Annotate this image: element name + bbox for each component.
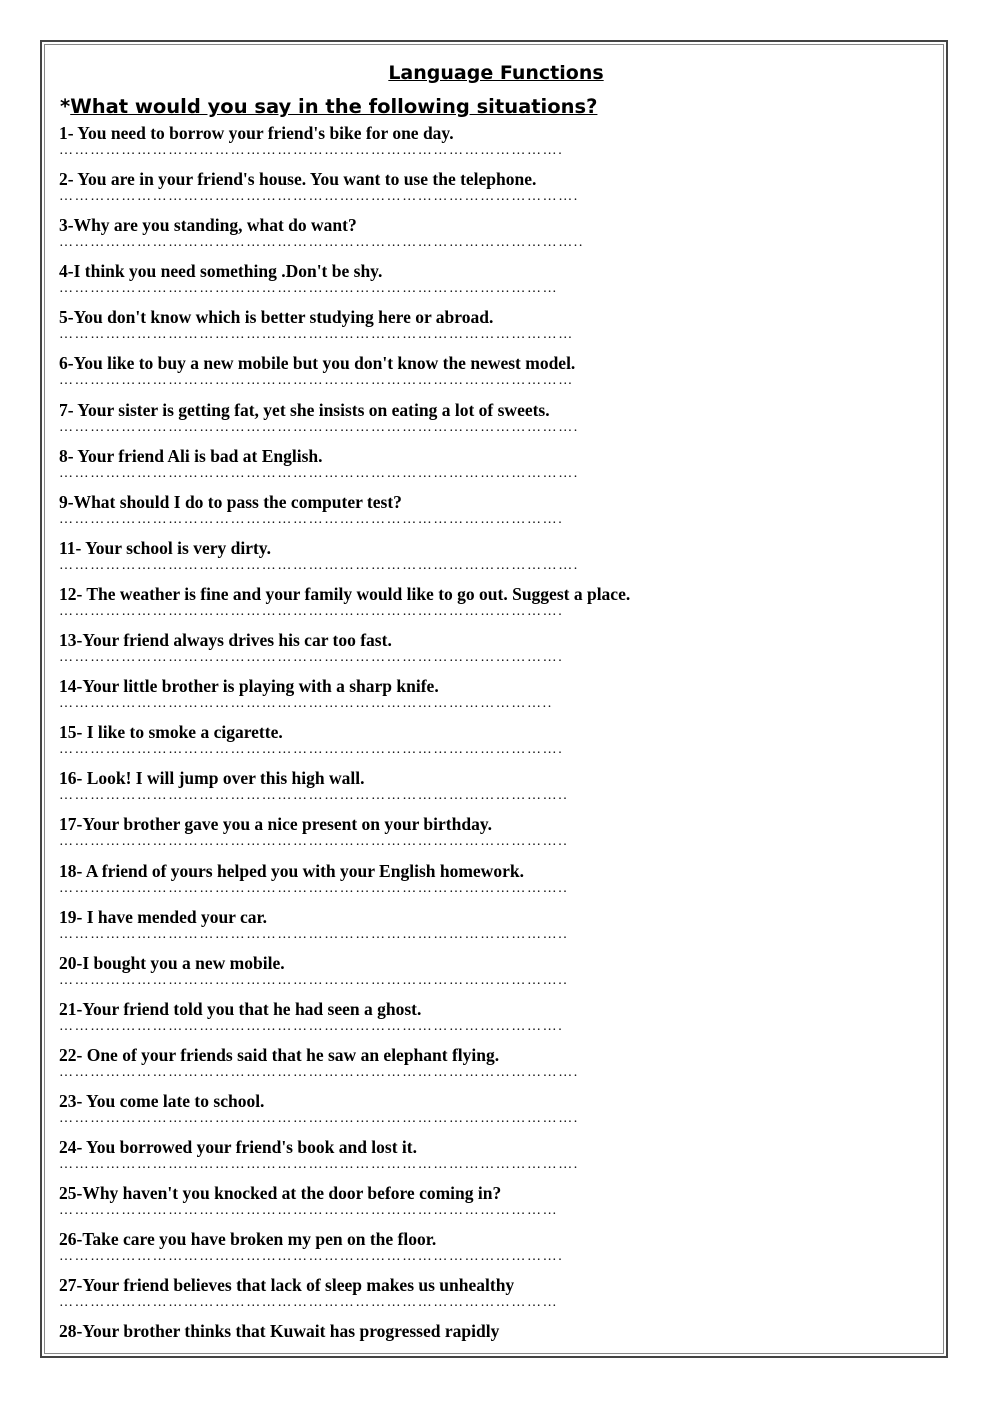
question-text: 19- I have mended your car. [59, 906, 268, 927]
answer-line[interactable]: …………………………………………………………………………………….. [59, 789, 569, 804]
question-item [59, 445, 939, 491]
question-text: 23- You come late to school. [59, 1090, 265, 1111]
question-item [59, 491, 939, 537]
question-text: 6-You like to buy a new mobile but you don't know the newest model. [59, 353, 576, 374]
answer-line[interactable]: ………………………………………………………………………………………. [59, 420, 579, 435]
answer-line[interactable]: ……………………………………………………………………………………. [59, 1019, 564, 1034]
question-item [59, 583, 939, 629]
question-item [59, 168, 939, 214]
question-item [59, 998, 939, 1044]
question-text: 25-Why haven't you knocked at the door before coming in? [59, 1183, 502, 1204]
instruction [60, 95, 597, 118]
question-item [59, 675, 939, 721]
answer-line[interactable]: ……………………………………………………………………………………… [59, 328, 574, 343]
page-title: Language Functions [388, 62, 604, 84]
answer-line[interactable]: …………………………………………………………………………………… [59, 1204, 559, 1219]
question-item [59, 952, 939, 998]
question-item [59, 214, 939, 260]
answer-line[interactable]: …………………………………………………………………………………….. [59, 973, 569, 988]
question-item [59, 260, 939, 306]
answer-line[interactable]: …………………………………………………………………………………… [59, 282, 559, 297]
question-text: 7- Your sister is getting fat, yet she insists on eating a lot of sweets. [59, 399, 550, 420]
question-item [59, 1090, 939, 1136]
answer-line[interactable]: ………………………………………………………………………………………. [59, 190, 579, 205]
question-item [59, 537, 939, 583]
answer-line[interactable]: …………………………………………………………………………………….. [59, 927, 569, 942]
question-item [59, 629, 939, 675]
question-item [59, 1228, 939, 1274]
question-text: 5-You don't know which is better studying here or abroad. [59, 307, 494, 328]
question-item [59, 767, 939, 813]
question-text: 17-Your brother gave you a nice present on your birthday. [59, 814, 492, 835]
answer-line[interactable]: ………………………………………………………………………………………. [59, 1065, 579, 1080]
question-text: 1- You need to borrow your friend's bike for one day. [59, 123, 454, 143]
answer-line[interactable]: …………………………………………………………………………………….. [59, 835, 569, 850]
instruction-text: What would you say in the following situations? [70, 95, 598, 118]
question-item [59, 813, 939, 859]
answer-line[interactable]: ……………………………………………………………………………………. [59, 604, 564, 619]
question-text: 28-Your brother thinks that Kuwait has progressed rapidly [59, 1321, 500, 1342]
question-text: 12- The weather is fine and your family would like to go out. Suggest a place. [59, 583, 631, 604]
question-item [59, 906, 939, 952]
instruction-prefix: * [60, 95, 71, 118]
question-text: 15- I like to smoke a cigarette. [59, 722, 283, 743]
question-item [59, 122, 939, 168]
question-item [59, 1136, 939, 1182]
question-text: 2- You are in your friend's house. You want to use the telephone. [59, 169, 537, 190]
question-item [59, 721, 939, 767]
question-item [59, 352, 939, 398]
question-item [59, 1320, 939, 1366]
question-text: 8- Your friend Ali is bad at English. [59, 445, 323, 466]
answer-line[interactable]: ……………………………………………………………………………………….. [59, 236, 584, 251]
question-text: 21-Your friend told you that he had seen a ghost. [59, 998, 422, 1019]
question-text: 9-What should I do to pass the computer test? [59, 491, 402, 512]
question-text: 3-Why are you standing, what do want? [59, 215, 357, 236]
question-item [59, 860, 939, 906]
question-item [59, 306, 939, 352]
answer-line[interactable]: …………………………………………………………………………………… [59, 1296, 559, 1311]
question-text: 22- One of your friends said that he saw an elephant flying. [59, 1044, 500, 1065]
answer-line[interactable]: ……………………………………………………………………………………. [59, 512, 564, 527]
question-text: 26-Take care you have broken my pen on the floor. [59, 1229, 437, 1250]
question-text: 18- A friend of yours helped you with your English homework. [59, 860, 524, 881]
question-text: 14-Your little brother is playing with a sharp knife. [59, 676, 439, 697]
answer-line[interactable]: ………………………………………………………………………………….. [59, 697, 553, 712]
answer-line[interactable]: ……………………………………………………………………………………. [59, 1250, 564, 1265]
answer-line[interactable]: ……………………………………………………………………………………. [59, 144, 564, 158]
answer-line[interactable]: ……………………………………………………………………………………. [59, 651, 564, 666]
answer-line[interactable]: ………………………………………………………………………………………. [59, 466, 579, 481]
question-text: 20-I bought you a new mobile. [59, 952, 285, 973]
answer-line[interactable]: ……………………………………………………………………………………. [59, 743, 564, 758]
answer-line[interactable]: …………………………………………………………………………………….. [59, 881, 569, 896]
answer-line[interactable]: ……………………………………………………………………………………… [59, 374, 574, 389]
question-item [59, 399, 939, 445]
question-item [59, 1274, 939, 1320]
question-text: 11- Your school is very dirty. [59, 537, 271, 558]
question-item [59, 1182, 939, 1228]
question-list [59, 122, 939, 1367]
question-text: 13-Your friend always drives his car too fast. [59, 630, 392, 651]
question-text: 27-Your friend believes that lack of sleep makes us unhealthy [59, 1275, 515, 1296]
question-item [59, 1044, 939, 1090]
question-text: 4-I think you need something .Don't be shy. [59, 261, 383, 282]
answer-line[interactable]: ………………………………………………………………………………………. [59, 1111, 579, 1126]
answer-line[interactable]: ………………………………………………………………………………………. [59, 558, 579, 573]
question-text: 16- Look! I will jump over this high wall. [59, 768, 365, 789]
answer-line[interactable]: ………………………………………………………………………………………. [59, 1158, 579, 1173]
question-text: 24- You borrowed your friend's book and lost it. [59, 1137, 417, 1158]
